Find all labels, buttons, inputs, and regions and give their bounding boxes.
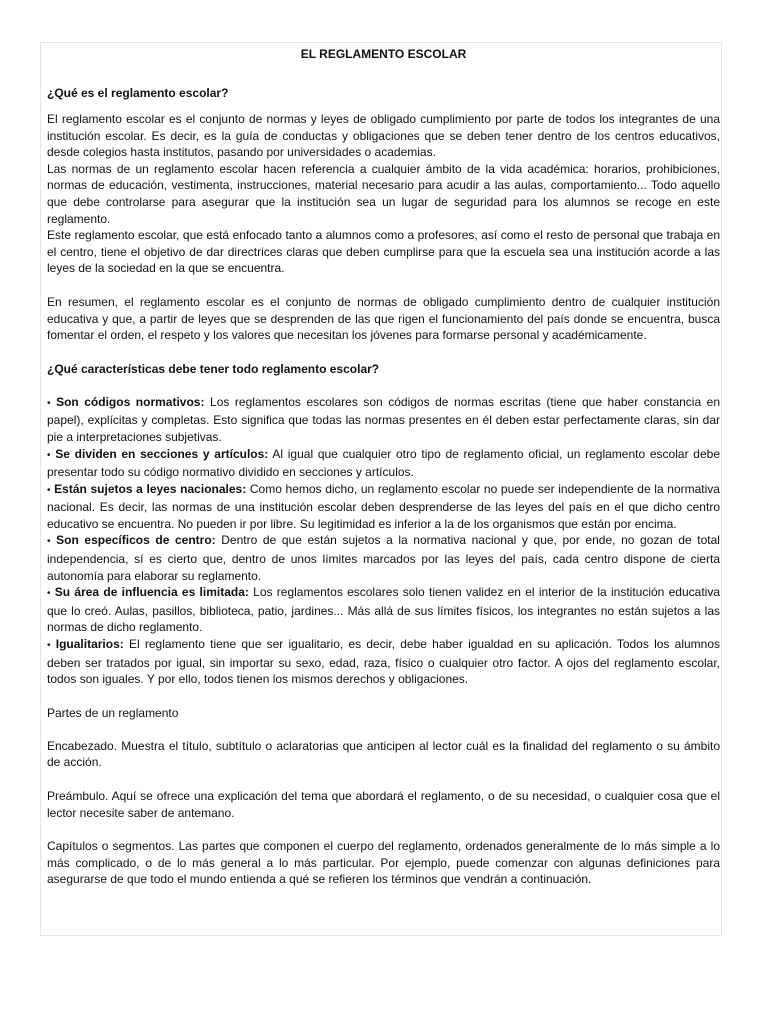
list-item-term: Están sujetos a leyes nacionales: — [54, 481, 247, 496]
list-item — [47, 532, 720, 584]
bullet-icon: • — [47, 640, 51, 652]
characteristics-list — [47, 394, 720, 688]
paragraph-3: Este reglamento escolar, que está enfocado tanto a alumnos como a profesores, así como el resto de personal que trabaja en el centro, tiene el objetivo de dar directrices claras que deben cumplirse para que la escuela sea una institución acorde a las leyes de la sociedad en la que se encuentra. — [47, 228, 720, 276]
paragraph-4: En resumen, el reglamento escolar es el conjunto de normas de obligado cumplimiento dentro de cualquier institución educativa y que, a partir de leyes que se desprenden de las que rigen el funcionamiento del país donde se encuentra, busca fomentar el orden, el respeto y los valores que necesitan los jóvenes para formarse personal y académicamente. — [47, 294, 720, 343]
section-heading-parts: Partes de un reglamento — [47, 705, 179, 720]
document-page — [40, 42, 722, 936]
document-title: EL REGLAMENTO ESCOLAR — [300, 47, 467, 61]
paragraph-preambulo: Preámbulo. Aquí se ofrece una explicación del tema que abordará el reglamento, o de su necesidad, o cualquier cosa que el lector necesite saber de antemano. — [47, 789, 720, 820]
list-item-term: Son específicos de centro: — [56, 533, 216, 548]
paragraph-1: El reglamento escolar es el conjunto de normas y leyes de obligado cumplimiento por parte de todos los integrantes de una institución escolar. Es decir, es la guía de conductas y obligaciones que se deben tener dentro de los centros educativos, desde colegios hasta institutos, pasando por universidades o academias. — [47, 112, 720, 160]
paragraph-2: Las normas de un reglamento escolar hacen referencia a cualquier ámbito de la vida académica: horarios, prohibiciones, normas de educación, vestimenta, instrucciones, material necesario para acudir a las aulas, comportamiento... Todo aquello que debe controlarse para asegurar que la institución sea un lugar de seguridad para los alumnos se recoge en este reglamento. — [47, 161, 720, 226]
bullet-icon: • — [47, 536, 51, 548]
bullet-icon: • — [47, 588, 51, 600]
list-item-text: El reglamento tiene que ser igualitario, es decir, debe haber igualdad en su aplicación. Todos los alumnos deben ser tratados por igual, sin importar su sexo, edad, raza, físico o cualquier otro factor. A ojos del reglamento escolar, todos son iguales. Y por ello, todos tienen los mismos derechos y obligaciones. — [47, 637, 720, 687]
list-item — [47, 584, 720, 636]
list-item-term: Se dividen en secciones y artículos: — [55, 446, 269, 461]
list-item-term: Su área de influencia es limitada: — [54, 585, 249, 600]
list-item — [47, 446, 720, 481]
bullet-icon: • — [47, 397, 51, 409]
list-item — [47, 481, 720, 533]
question-heading-2: ¿Qué características debe tener todo reglamento escolar? — [47, 361, 380, 376]
list-item-text: Al igual que cualquier otro tipo de reglamento oficial, un reglamento escolar debe presentar todo su código normativo dividido en secciones y artículos. — [47, 446, 720, 480]
paragraph-capitulos: Capítulos o segmentos. Las partes que componen el cuerpo del reglamento, ordenados generalmente de lo más simple a lo más complicado, o de lo más general a lo más particular. Por ejemplo, puede comenzar con algunas definiciones para asegurarse de que todo el mundo entienda a qué se refieren los términos que vendrán a continuación. — [47, 839, 720, 887]
list-item — [47, 636, 720, 688]
list-item-text: Los reglamentos escolares son códigos de normas escritas (tiene que haber constancia en papel), explícitas y completas. Esto significa que todas las normas presentes en él deben estar perfectamente claras, sin dar pie a interpretaciones subjetivas. — [47, 394, 721, 444]
list-item-term: Son códigos normativos: — [56, 394, 205, 409]
list-item-text: Los reglamentos escolares solo tienen validez en el interior de la institución educativa que lo creó. Aulas, pasillos, biblioteca, patio, jardines... Más allá de sus límites físicos, los integrantes no están sujetos a las normas de dicho reglamento. — [47, 585, 720, 635]
list-item-text: Dentro de que están sujetos a la normativa nacional y que, por ende, no gozan de total independencia, sí es cierto que, dentro de unos límites marcados por las leyes del país, cada centro dispone de cierta autonomía para elaborar su reglamento. — [47, 533, 720, 583]
paragraph-encabezado: Encabezado. Muestra el título, subtítulo o aclaratorias que anticipen al lector cuál es la finalidad del reglamento o su ámbito de acción. — [47, 738, 720, 770]
list-item-text: Como hemos dicho, un reglamento escolar no puede ser independiente de la normativa nacional. Es decir, las normas de una institución escolar deben desprenderse de las leyes del país en el que dicho centro educativo se encuentra. No pueden ir por libre. Su legitimidad es inferior a la de los organismos que están por encima. — [47, 481, 720, 531]
bullet-icon: • — [47, 484, 51, 496]
list-item-term: Igualitarios: — [55, 637, 124, 652]
bullet-icon: • — [47, 449, 51, 461]
question-heading-1: ¿Qué es el reglamento escolar? — [47, 86, 229, 100]
list-item — [47, 394, 720, 446]
